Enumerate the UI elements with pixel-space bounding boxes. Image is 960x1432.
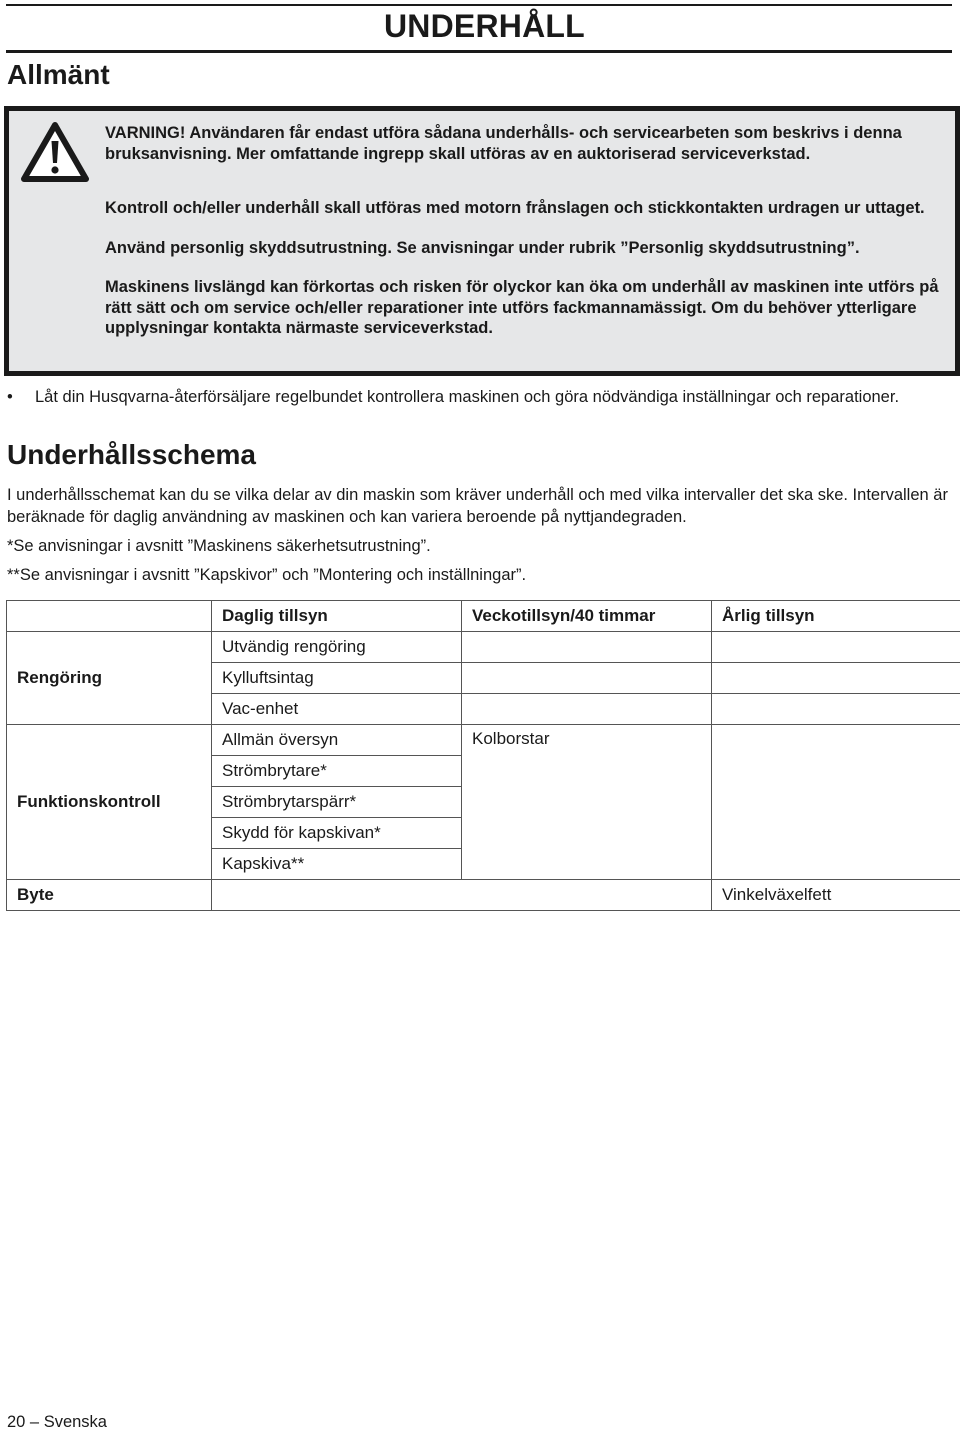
warning-paragraph: VARNING! Användaren får endast utföra sådana underhålls- och servicearbeten som beskrivs i denna bruksanvisning. Mer omfattande ingrepp skall utföras av en auktoriserad serviceverkstad. xyxy=(105,123,945,164)
warning-triangle-icon xyxy=(21,121,89,183)
table-row xyxy=(7,632,960,663)
header-yearly: Årlig tillsyn xyxy=(712,601,960,632)
page-footer: 20 – Svenska xyxy=(7,1413,107,1432)
warning-text xyxy=(105,123,945,358)
yearly-cell-vinkelvaxelfett: Vinkelväxelfett xyxy=(712,880,960,911)
daily-cell: Kylluftsintag xyxy=(212,663,462,694)
table-row xyxy=(7,725,960,756)
warning-paragraph: Maskinens livslängd kan förkortas och risken för olyckor kan öka om underhåll av maskinen inte utförs på rätt sätt och om service och/eller reparationer inte utförs fackmannamässigt. Om du behöver ytterligare upplysningar kontakta närmaste serviceverkstad. xyxy=(105,277,945,339)
maintenance-table xyxy=(6,600,960,911)
title-rule xyxy=(6,50,952,53)
table-header-row xyxy=(7,601,960,632)
bullet-item xyxy=(7,387,947,408)
group-byte: Byte xyxy=(7,880,212,911)
warning-paragraph: Använd personlig skyddsutrustning. Se anvisningar under rubrik ”Personlig skyddsutrustning”. xyxy=(105,238,945,259)
daily-cell: Kapskiva** xyxy=(212,849,462,880)
header-daily: Daglig tillsyn xyxy=(212,601,462,632)
daily-cell: Vac-enhet xyxy=(212,694,462,725)
daily-cell: Utvändig rengöring xyxy=(212,632,462,663)
daily-cell: Allmän översyn xyxy=(212,725,462,756)
weekly-cell xyxy=(462,663,712,694)
table-corner-cell xyxy=(7,601,212,632)
page-title: UNDERHÅLL xyxy=(384,8,585,45)
section-title: Allmänt xyxy=(7,59,110,91)
weekly-cell-kolborstar: Kolborstar xyxy=(462,725,712,880)
daily-cell: Strömbrytare* xyxy=(212,756,462,787)
schema-intro xyxy=(7,484,955,593)
weekly-cell xyxy=(462,694,712,725)
table-row xyxy=(7,880,960,911)
header-weekly: Veckotillsyn/40 timmar xyxy=(462,601,712,632)
daily-cell: Skydd för kapskivan* xyxy=(212,818,462,849)
top-rule xyxy=(6,4,952,6)
warning-box xyxy=(4,106,960,376)
group-funktionskontroll: Funktionskontroll xyxy=(7,725,212,880)
intro-paragraph: I underhållsschemat kan du se vilka delar av din maskin som kräver underhåll och med vilka intervaller det ska ske. Intervallen är beräknade för daglig användning av maskinen och kan variera beroende på nyttjandegraden. xyxy=(7,484,955,528)
weekly-cell xyxy=(462,632,712,663)
daily-cell: Strömbrytarspärr* xyxy=(212,787,462,818)
group-rengoring: Rengöring xyxy=(7,632,212,725)
yearly-cell xyxy=(712,725,960,880)
yearly-cell xyxy=(712,663,960,694)
byte-empty-cell xyxy=(212,880,712,911)
intro-footnote-1: *Se anvisningar i avsnitt ”Maskinens säkerhetsutrustning”. xyxy=(7,535,955,557)
bullet-marker: • xyxy=(7,387,13,408)
yearly-cell xyxy=(712,694,960,725)
yearly-cell xyxy=(712,632,960,663)
schema-title: Underhållsschema xyxy=(7,439,256,471)
intro-footnote-2: **Se anvisningar i avsnitt ”Kapskivor” och ”Montering och inställningar”. xyxy=(7,564,955,586)
warning-paragraph: Kontroll och/eller underhåll skall utföras med motorn frånslagen och stickkontakten urdragen ur uttaget. xyxy=(105,198,945,219)
bullet-text: Låt din Husqvarna-återförsäljare regelbundet kontrollera maskinen och göra nödvändiga inställningar och reparationer. xyxy=(35,387,947,408)
